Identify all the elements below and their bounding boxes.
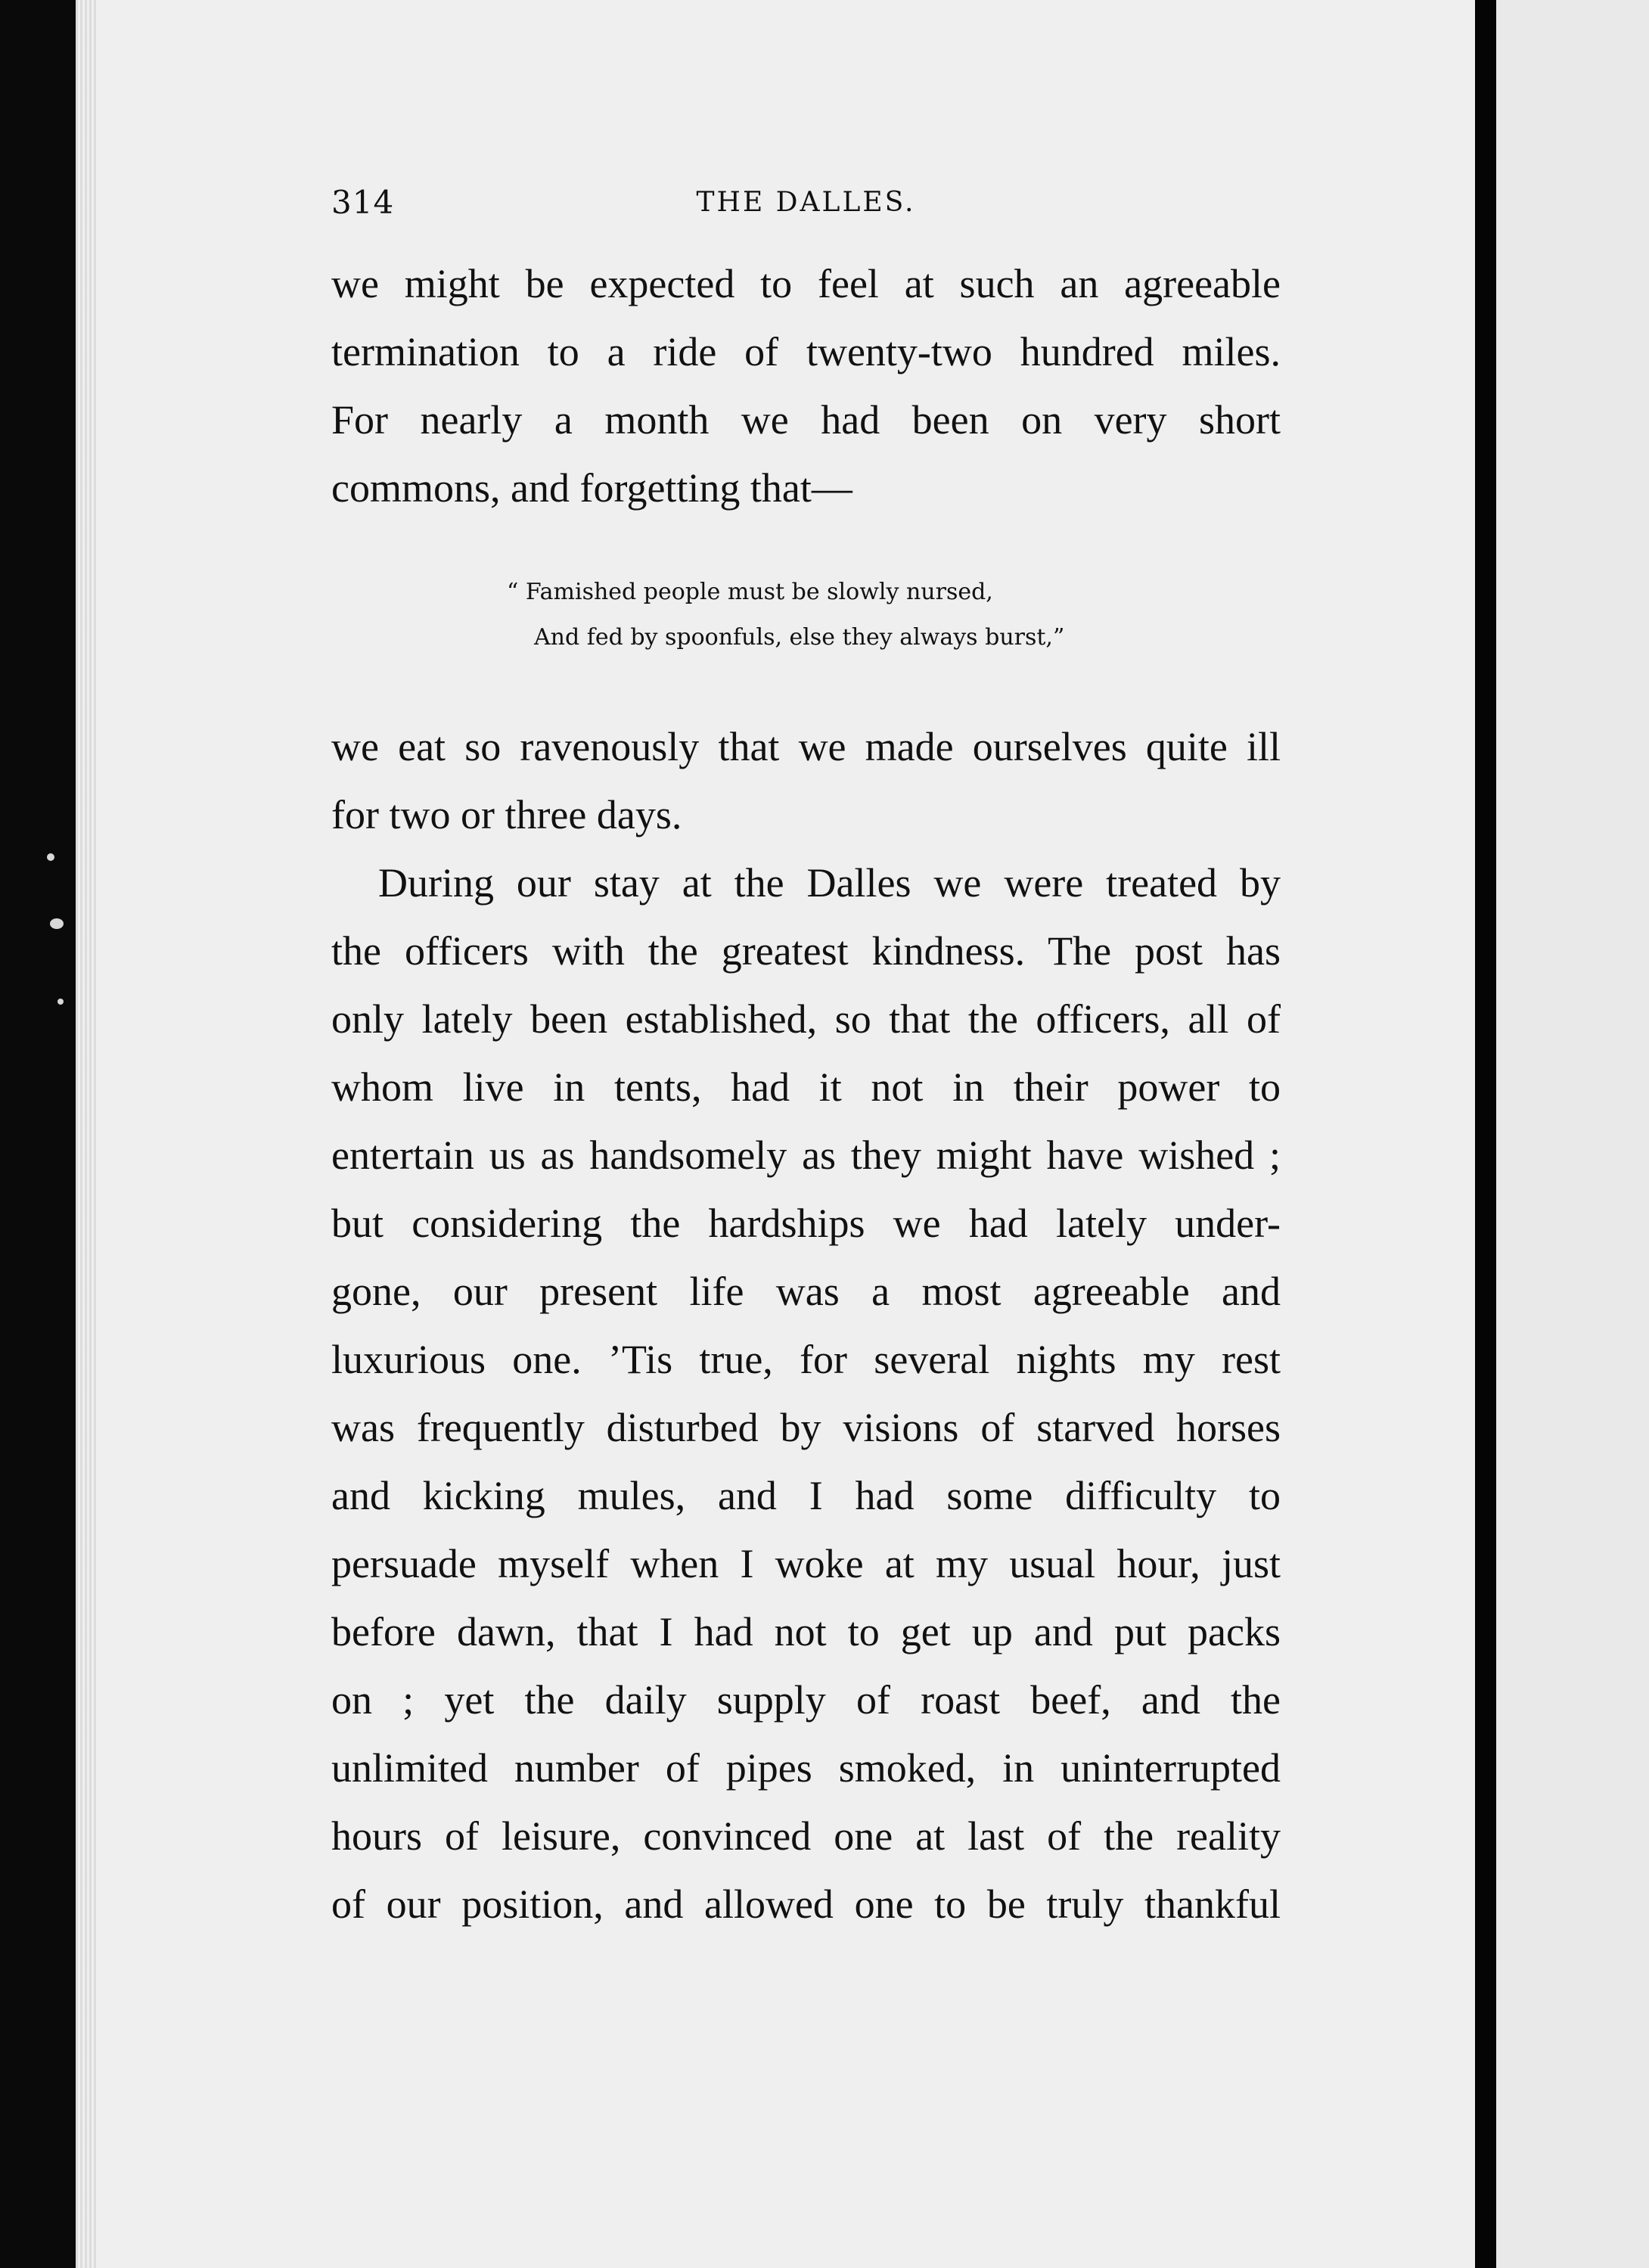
page-header [331, 184, 1281, 229]
text-line: before dawn, that I had not to get up and put packs [331, 1609, 1281, 1654]
text-line: For nearly a month we had been on very short [331, 397, 1281, 443]
verse-quotation [507, 570, 1135, 660]
text-line: of our position, and allowed one to be truly thankful [331, 1881, 1281, 1927]
text-line: termination to a ride of twenty-two hundred miles. [331, 329, 1281, 374]
quote-line: “ Famished people must be slowly nursed, [507, 579, 993, 605]
page-number: 314 [331, 184, 395, 221]
paragraph-new [331, 849, 1281, 1938]
text-line: we might be expected to feel at such an agreeable [331, 261, 1281, 306]
text-line: entertain us as handsomely as they might have wished ; [331, 1132, 1281, 1178]
page-edge-shadow [1475, 0, 1496, 2268]
text-line: luxurious one. ’Tis true, for several nights my rest [331, 1337, 1281, 1382]
text-line: unlimited number of pipes smoked, in uninterrupted [331, 1745, 1281, 1791]
text-line: on ; yet the daily supply of roast beef, and the [331, 1677, 1281, 1723]
text-line: persuade myself when I woke at my usual hour, just [331, 1541, 1281, 1586]
text-line: for two or three days. [331, 792, 682, 837]
paragraph-continued [331, 250, 1281, 522]
running-title: THE DALLES. [696, 187, 916, 218]
text-line: we eat so ravenously that we made ourselves quite ill [331, 724, 1281, 769]
quote-line: And fed by spoonfuls, else they always burst,” [534, 624, 1065, 651]
text-line: commons, and forgetting that— [331, 465, 852, 511]
text-line: and kicking mules, and I had some difficulty to [331, 1473, 1281, 1518]
page-gutter [76, 0, 98, 2268]
adjacent-page-edge [1496, 0, 1649, 2268]
text-line: the officers with the greatest kindness. The post has [331, 928, 1281, 974]
text-line: During our stay at the Dalles we were treated by [378, 860, 1281, 906]
text-line: was frequently disturbed by visions of starved horses [331, 1405, 1281, 1450]
paragraph-after-quote [331, 713, 1281, 849]
text-line: whom live in tents, had it not in their power to [331, 1064, 1281, 1110]
text-line: hours of leisure, convinced one at last of the reality [331, 1813, 1281, 1859]
text-line: only lately been established, so that the officers, all of [331, 996, 1281, 1042]
text-line: gone, our present life was a most agreeable and [331, 1269, 1281, 1314]
text-line: but considering the hardships we had lately under- [331, 1201, 1281, 1246]
